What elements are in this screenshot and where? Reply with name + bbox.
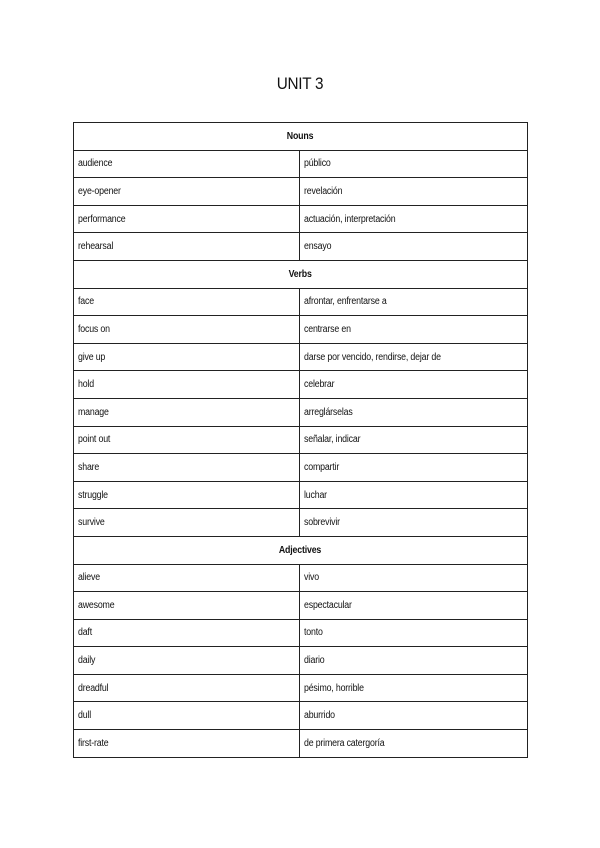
spanish-translation-cell xyxy=(300,426,528,454)
spanish-translation: pésimo, horrible xyxy=(304,682,364,694)
spanish-translation-cell xyxy=(300,592,528,620)
table-row xyxy=(74,674,528,702)
english-term-cell xyxy=(74,371,300,399)
section-heading-text: Verbs xyxy=(288,268,313,280)
table-row xyxy=(74,592,528,620)
section-header-row xyxy=(74,536,528,564)
english-term: eye-opener xyxy=(78,185,121,197)
english-term-cell xyxy=(74,205,300,233)
spanish-translation-cell xyxy=(300,398,528,426)
table-row xyxy=(74,730,528,758)
english-term: survive xyxy=(78,517,105,529)
english-term: hold xyxy=(78,379,94,391)
spanish-translation-cell xyxy=(300,178,528,206)
spanish-translation: darse por vencido, rendirse, dejar de xyxy=(304,351,441,363)
spanish-translation-cell xyxy=(300,371,528,399)
english-term-cell xyxy=(74,426,300,454)
english-term-cell xyxy=(74,233,300,261)
english-term-cell xyxy=(74,343,300,371)
table-row xyxy=(74,343,528,371)
spanish-translation: tonto xyxy=(304,627,323,639)
english-term: performance xyxy=(78,213,126,225)
spanish-translation: actuación, interpretación xyxy=(304,213,396,225)
section-heading-text: Adjectives xyxy=(279,544,322,556)
spanish-translation: compartir xyxy=(304,461,340,473)
english-term: dull xyxy=(78,710,92,722)
spanish-translation-cell xyxy=(300,343,528,371)
table-row xyxy=(74,233,528,261)
table-row xyxy=(74,288,528,316)
english-term: audience xyxy=(78,158,113,170)
english-term: rehearsal xyxy=(78,241,114,253)
table-row xyxy=(74,178,528,206)
table-row xyxy=(74,371,528,399)
english-term: daily xyxy=(78,655,96,667)
spanish-translation-cell xyxy=(300,564,528,592)
spanish-translation: aburrido xyxy=(304,710,335,722)
english-term-cell xyxy=(74,454,300,482)
english-term-cell xyxy=(74,702,300,730)
spanish-translation-cell xyxy=(300,454,528,482)
english-term: alieve xyxy=(78,572,100,584)
table-row xyxy=(74,619,528,647)
english-term-cell xyxy=(74,509,300,537)
spanish-translation: arreglárselas xyxy=(304,406,353,418)
english-term: focus on xyxy=(78,323,110,335)
spanish-translation: espectacular xyxy=(304,599,352,611)
spanish-translation: señalar, indicar xyxy=(304,434,361,446)
spanish-translation-cell xyxy=(300,730,528,758)
spanish-translation-cell xyxy=(300,509,528,537)
english-term: point out xyxy=(78,434,111,446)
spanish-translation: ensayo xyxy=(304,241,332,253)
english-term-cell xyxy=(74,564,300,592)
table-row xyxy=(74,454,528,482)
english-term-cell xyxy=(74,619,300,647)
spanish-translation-cell xyxy=(300,233,528,261)
table-row xyxy=(74,702,528,730)
spanish-translation: revelación xyxy=(304,185,343,197)
english-term: manage xyxy=(78,406,109,418)
section-header-row xyxy=(74,260,528,288)
english-term-cell xyxy=(74,398,300,426)
spanish-translation: luchar xyxy=(304,489,327,501)
spanish-translation-cell xyxy=(300,288,528,316)
table-row xyxy=(74,564,528,592)
table-row xyxy=(74,398,528,426)
english-term-cell xyxy=(74,730,300,758)
section-heading-text: Nouns xyxy=(287,130,314,142)
spanish-translation: afrontar, enfrentarse a xyxy=(304,296,387,308)
table-row xyxy=(74,509,528,537)
spanish-translation: vivo xyxy=(304,572,319,584)
spanish-translation-cell xyxy=(300,702,528,730)
english-term-cell xyxy=(74,288,300,316)
spanish-translation: de primera catergoría xyxy=(304,737,385,749)
spanish-translation-cell xyxy=(300,150,528,178)
section-heading xyxy=(74,536,528,564)
english-term: face xyxy=(78,296,94,308)
spanish-translation-cell xyxy=(300,316,528,344)
table-row xyxy=(74,426,528,454)
english-term-cell xyxy=(74,647,300,675)
spanish-translation-cell xyxy=(300,205,528,233)
english-term-cell xyxy=(74,481,300,509)
spanish-translation: centrarse en xyxy=(304,323,351,335)
english-term: first-rate xyxy=(78,737,109,749)
english-term: dreadful xyxy=(78,682,109,694)
table-row xyxy=(74,205,528,233)
english-term-cell xyxy=(74,150,300,178)
section-heading xyxy=(74,260,528,288)
spanish-translation-cell xyxy=(300,674,528,702)
table-row xyxy=(74,150,528,178)
spanish-translation: público xyxy=(304,158,331,170)
english-term-cell xyxy=(74,592,300,620)
spanish-translation: celebrar xyxy=(304,379,335,391)
english-term: struggle xyxy=(78,489,108,501)
english-term-cell xyxy=(74,674,300,702)
section-header-row xyxy=(74,123,528,151)
vocabulary-table xyxy=(73,122,528,758)
spanish-translation: diario xyxy=(304,655,325,667)
table-row xyxy=(74,481,528,509)
spanish-translation-cell xyxy=(300,647,528,675)
table-row xyxy=(74,316,528,344)
english-term: give up xyxy=(78,351,106,363)
spanish-translation-cell xyxy=(300,481,528,509)
spanish-translation-cell xyxy=(300,619,528,647)
spanish-translation: sobrevivir xyxy=(304,517,340,529)
page-title: UNIT 3 xyxy=(276,74,324,93)
vocabulary-table-body xyxy=(74,123,528,758)
english-term-cell xyxy=(74,316,300,344)
english-term: awesome xyxy=(78,599,115,611)
english-term: share xyxy=(78,461,100,473)
english-term: daft xyxy=(78,627,92,639)
english-term-cell xyxy=(74,178,300,206)
section-heading xyxy=(74,123,528,151)
table-row xyxy=(74,647,528,675)
